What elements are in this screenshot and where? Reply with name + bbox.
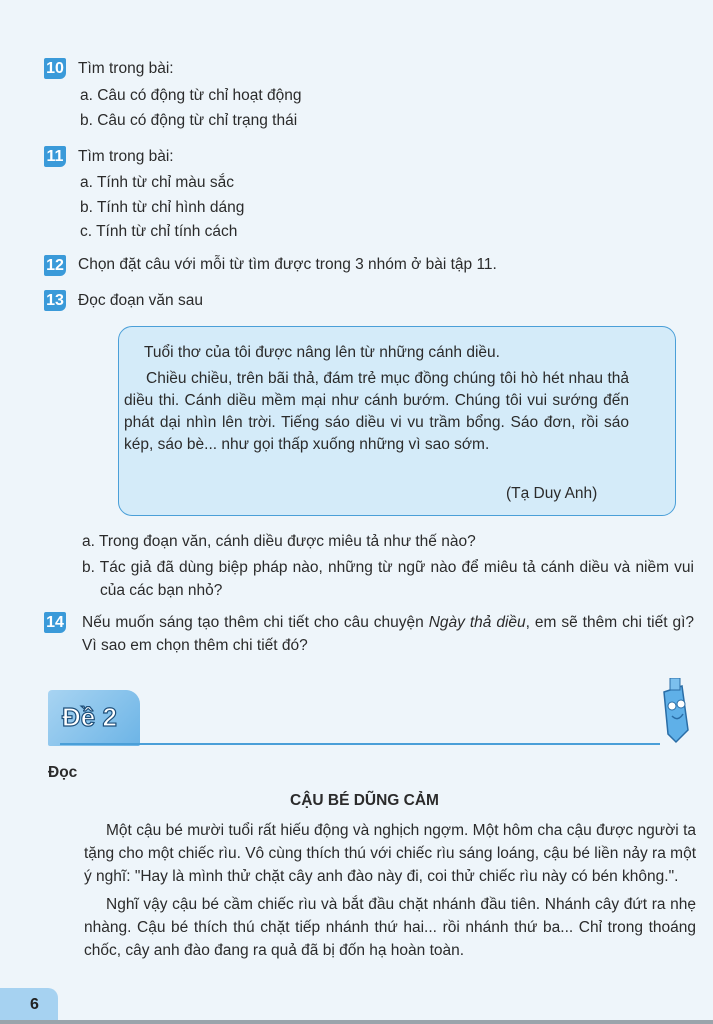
page-edge xyxy=(0,1020,713,1024)
exercise-13-prompt: Đọc đoạn văn sau xyxy=(78,292,203,309)
exercise-14-prompt xyxy=(82,611,694,657)
pencil-mascot-icon xyxy=(650,678,696,744)
prompt-text: Nếu muốn sáng tạo thêm chi tiết cho câu chuyện xyxy=(82,614,429,631)
story-text xyxy=(84,819,696,962)
passage-first-line: Tuổi thơ của tôi được nâng lên từ những cánh diều. xyxy=(144,344,500,361)
story-title-italic: Ngày thả diều xyxy=(428,614,526,631)
passage-text: Chiều chiều, trên bãi thả, đám trẻ mục đồng chúng tôi hò hét nhau thả diều thi. Cánh diều mềm mại như cánh bướm. Chúng tôi vui sướng đến phát dại nhìn lên trời. Tiếng sáo diều vi vu trầm bổng. Sáo đơn, rồi sáo kép, sáo bè... như gọi thấp xuống những vì sao sớm. xyxy=(124,370,629,453)
story-title: CẬU BÉ DŨNG CẢM xyxy=(290,792,439,809)
passage-author: (Tạ Duy Anh) xyxy=(506,485,598,502)
exercise-11-item-a: a. Tính từ chỉ màu sắc xyxy=(80,174,234,191)
exercise-10-item-b: b. Câu có động từ chỉ trạng thái xyxy=(80,112,298,129)
section-banner xyxy=(48,690,140,746)
passage-body xyxy=(124,368,629,456)
exercise-10-item-a: a. Câu có động từ chỉ hoạt động xyxy=(80,87,302,104)
story-paragraph: Một cậu bé mười tuổi rất hiếu động và nghịch ngợm. Một hôm cha cậu được người ta tặng cho một chiếc rìu. Vô cùng thích thú với chiếc rìu sáng loáng, cậu bé liền nảy ra một ý nghĩ: "Hay là mình thử chặt cây anh đào này đi, coi thử chiếc rìu này có bén không.". xyxy=(84,822,696,885)
exercise-number-14: 14 xyxy=(44,612,66,633)
exercise-13-item-a: a. Trong đoạn văn, cánh diều được miêu tả như thế nào? xyxy=(82,533,476,550)
exercise-number-11: 11 xyxy=(44,146,66,167)
prompt-text: , em sẽ thêm chi tiết gì? Vì sao em chọn thêm chi tiết đó? xyxy=(82,614,695,654)
exercise-number-12: 12 xyxy=(44,255,66,276)
exercise-number-13: 13 xyxy=(44,290,66,311)
exercise-11-item-c: c. Tính từ chỉ tính cách xyxy=(80,223,238,240)
exercise-11-prompt: Tìm trong bài: xyxy=(78,148,174,165)
exercise-11-item-b: b. Tính từ chỉ hình dáng xyxy=(80,199,245,216)
section-label-reading: Đọc xyxy=(48,764,78,781)
exercise-12-prompt: Chọn đặt câu với mỗi từ tìm được trong 3 nhóm ở bài tập 11. xyxy=(78,256,497,273)
page-number: 6 xyxy=(30,996,39,1013)
section-divider xyxy=(60,743,660,745)
exercise-number-10: 10 xyxy=(44,58,66,79)
exercise-13-item-b: b. Tác giả đã dùng biệp pháp nào, những từ ngữ nào để miêu tả cánh diều và niềm vui của các bạn nhỏ? xyxy=(82,559,694,599)
story-paragraph: Nghĩ vậy cậu bé cầm chiếc rìu và bắt đầu chặt nhánh đầu tiên. Nhánh cây đứt ra nhẹ nhàng. Cậu bé thích thú chặt tiếp nhánh thứ hai... rồi nhánh thứ ba... Chỉ trong thoáng chốc, cây anh đào đang ra quả đã bị đốn hạ hoàn toàn. xyxy=(84,896,696,959)
section-title: Đề 2 xyxy=(62,702,117,732)
exercise-10-prompt: Tìm trong bài: xyxy=(78,60,174,77)
exercise-13-item-b-wrap xyxy=(82,556,694,602)
page-number-tab xyxy=(0,988,58,1022)
